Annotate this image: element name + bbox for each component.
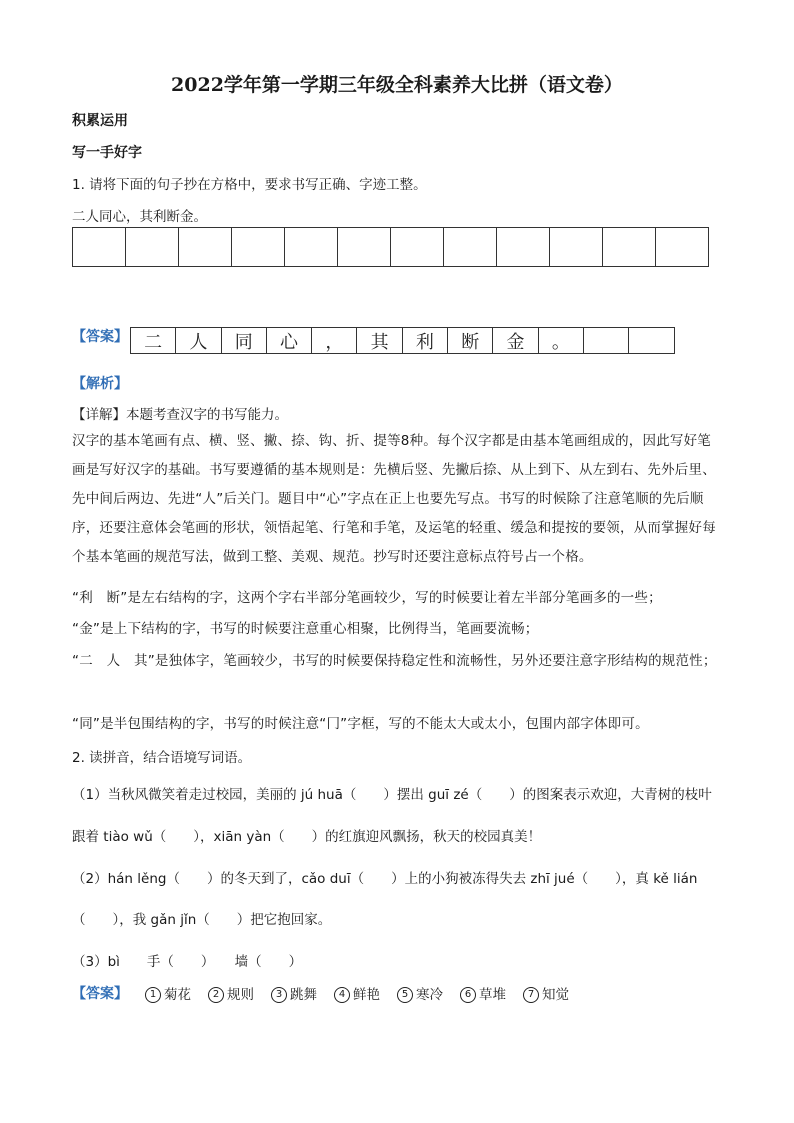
q1-prompt: 1. 请将下面的句子抄在方格中，要求书写正确、字迹工整。 (72, 177, 427, 193)
q1-detail-intro: 【详解】本题考查汉字的书写能力。 (72, 407, 288, 423)
answer-cell: 其 (357, 327, 402, 354)
answer-item (523, 983, 569, 1003)
circled-number: 1 (145, 987, 161, 1003)
grid-cell (656, 227, 709, 267)
q1-answer-label: 【答案】 (72, 329, 128, 345)
q2-answer-label: 【答案】 (72, 986, 128, 1002)
answer-item (334, 983, 380, 1003)
answer-item (271, 983, 317, 1003)
answer-item (397, 983, 443, 1003)
q2-line-4: （ ），我 gǎn jǐn（ ）把它抱回家。 (72, 912, 332, 928)
answer-cell: 。 (539, 327, 584, 354)
grid-cell (338, 227, 391, 267)
page-title: 2022学年第一学期三年级全科素养大比拼（语文卷） (171, 74, 623, 96)
grid-cell (179, 227, 232, 267)
q2-prompt: 2. 读拼音，结合语境写词语。 (72, 750, 252, 766)
answer-text: 跳舞 (290, 987, 317, 1003)
grid-cell (285, 227, 338, 267)
circled-number: 6 (460, 987, 476, 1003)
answer-cell: ， (312, 327, 357, 354)
answer-text: 规则 (227, 987, 254, 1003)
grid-cell (603, 227, 656, 267)
answer-text: 菊花 (164, 987, 191, 1003)
q1-detail-jin: “金”是上下结构的字，书写的时候要注意重心相聚，比例得当，笔画要流畅； (72, 621, 539, 637)
grid-cell (391, 227, 444, 267)
answer-text: 草堆 (479, 987, 506, 1003)
answer-text: 鲜艳 (353, 987, 380, 1003)
answer-cell (629, 327, 674, 354)
circled-number: 7 (523, 987, 539, 1003)
grid-cell (232, 227, 285, 267)
q2-line-5: （3）bì 手（ ） 墙（ ） (72, 954, 303, 970)
section-title: 积累运用 (72, 113, 128, 129)
circled-number: 4 (334, 987, 350, 1003)
circled-number: 2 (208, 987, 224, 1003)
q1-analysis-label: 【解析】 (72, 376, 128, 392)
q1-detail-body: 汉字的基本笔画有点、横、竖、撇、捺、钩、折、提等8种。每个汉字都是由基本笔画组成的，因此写好笔画是写好汉字的基础。书写要遵循的基本规则是：先横后竖、先撇后捺、从上到下、从左到右、先外后里、先中间后两边、先进“人”后关门。题目中“心”字点在正上也要先写点。书写的时候除了注意笔顺的先后顺序，还要注意体会笔画的形状，领悟起笔、行笔和手笔，及运笔的轻重、缓急和提按的要领，从而掌握好每个基本笔画的规范写法，做到工整、美观、规范。抄写时还要注意标点符号占一个格。 (72, 433, 716, 565)
grid-cell (73, 227, 126, 267)
answer-cell: 人 (176, 327, 221, 354)
answer-cell: 金 (493, 327, 538, 354)
q2-answer-row (72, 983, 569, 1003)
q1-detail-tong: “同”是半包围结构的字，书写的时候注意“冂”字框，写的不能太大或太小，包围内部字体即可。 (72, 716, 649, 732)
q2-line-3: （2）hán lěng（ ）的冬天到了，cǎo duī（ ）上的小狗被冻得失去 zhī jué（ ），真 kě lián (72, 871, 698, 887)
grid-cell (444, 227, 497, 267)
q2-line-2: 跟着 tiào wǔ（ ），xiān yàn（ ）的红旗迎风飘扬，秋天的校园真美！ (72, 829, 542, 845)
writing-grid (72, 227, 709, 267)
q1-sentence: 二人同心，其利断金。 (72, 209, 207, 225)
answer-cell: 利 (403, 327, 448, 354)
answer-cell: 心 (267, 327, 312, 354)
grid-cell (497, 227, 550, 267)
q2-line-1: （1）当秋风微笑着走过校园，美丽的 jú huā（ ）摆出 guī zé（ ）的图案表示欢迎，大青树的枝叶 (72, 787, 712, 803)
circled-number: 5 (397, 987, 413, 1003)
answer-text: 知觉 (542, 987, 569, 1003)
answer-item (208, 983, 254, 1003)
answer-grid (130, 327, 675, 354)
answer-item (460, 983, 506, 1003)
answer-cell: 断 (448, 327, 493, 354)
subsection-title: 写一手好字 (72, 145, 142, 161)
circled-number: 3 (271, 987, 287, 1003)
answer-text: 寒冷 (416, 987, 443, 1003)
q1-detail-er-ren-qi: “二 人 其”是独体字，笔画较少，书写的时候要保持稳定性和流畅性，另外还要注意字形结构的规范性； (72, 653, 717, 669)
grid-cell (126, 227, 179, 267)
q1-detail-li-duan: “利 断”是左右结构的字，这两个字右半部分笔画较少，写的时候要让着左半部分笔画多的一些； (72, 590, 662, 606)
answer-cell: 同 (222, 327, 267, 354)
answer-item (145, 983, 191, 1003)
answer-cell: 二 (131, 327, 176, 354)
grid-cell (550, 227, 603, 267)
answer-cell (584, 327, 629, 354)
